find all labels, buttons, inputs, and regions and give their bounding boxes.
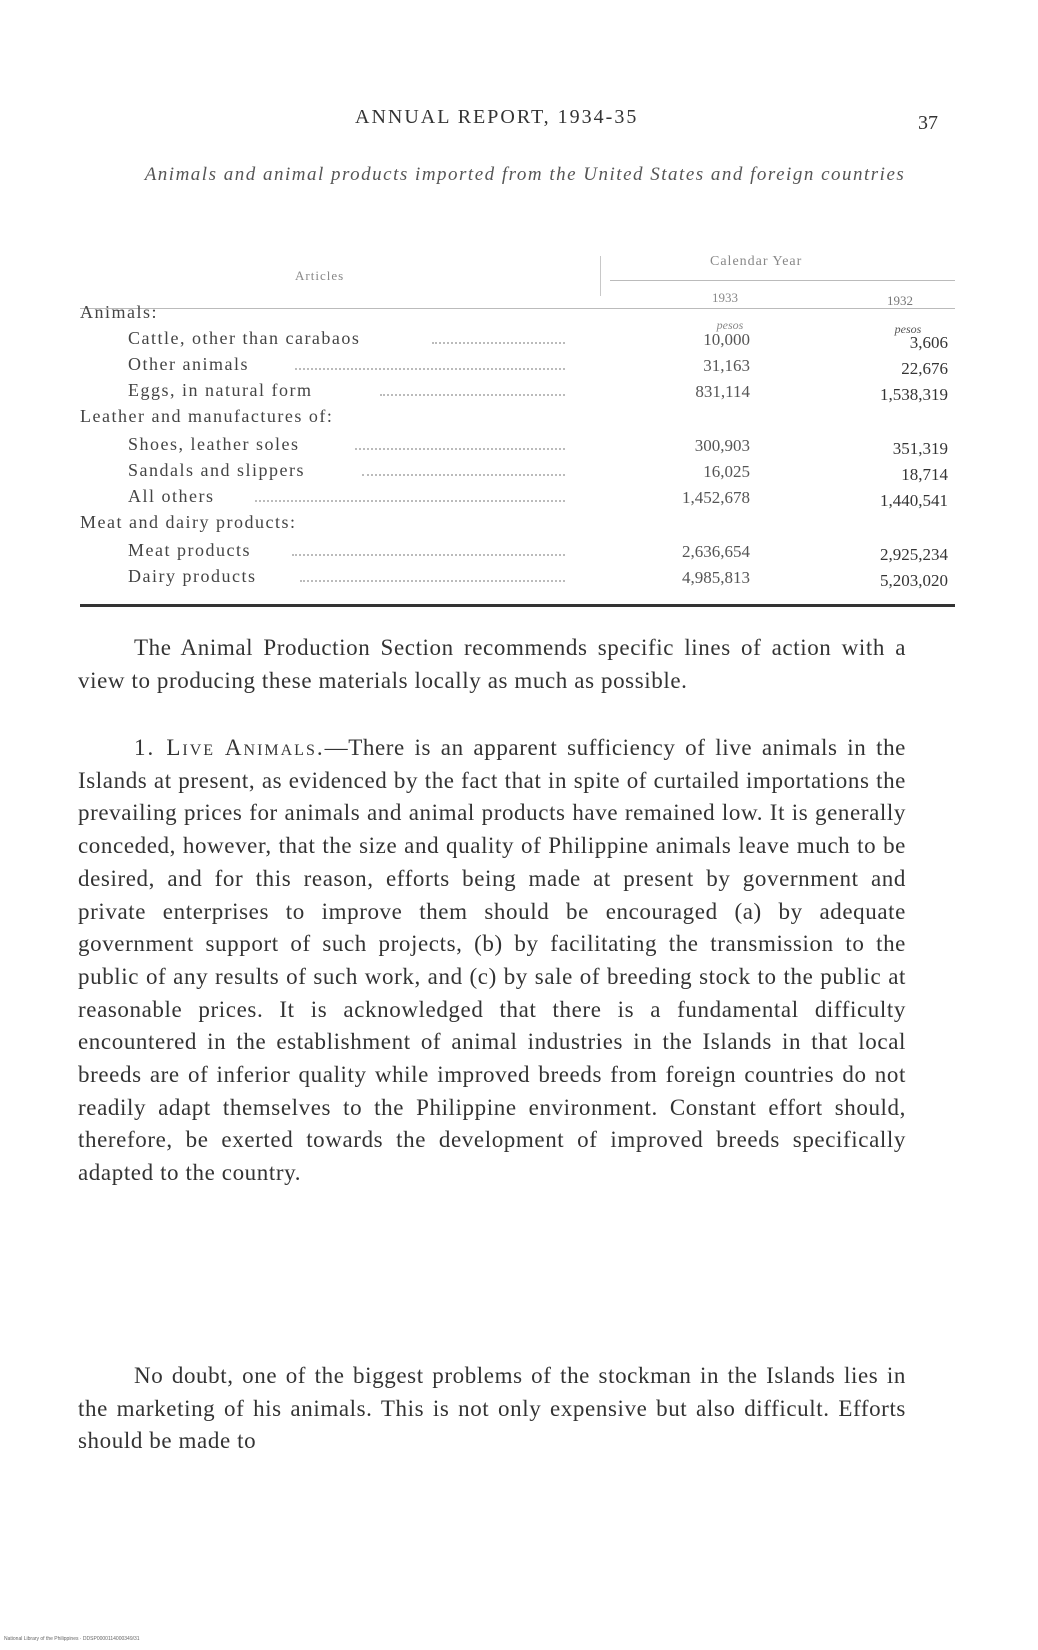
value-1932: 1,440,541 bbox=[880, 491, 948, 510]
column-divider bbox=[600, 256, 601, 296]
table-caption: Animals and animal products imported from the United States and foreign countries bbox=[144, 164, 906, 185]
dot-leader bbox=[300, 578, 565, 582]
value-1932: 22,676 bbox=[901, 359, 948, 378]
paragraph-text: —There is an apparent sufficiency of live animals in the Islands at present, as evidenced by the fact that in spite of curtailed importations the prevailing prices for animals and animal products have remained low. It is generally conceded, however, that the size and quality of Philippine animals leave much to be desired, and for this reason, efforts being made at present by government and private enterprises to improve them should be encouraged (a) by adequate government support of such projects, (b) by facilitating the transmission to the public of any results of such work, and (c) by sale of breeding stock to the public at reasonable prices. It is acknowledged that there is a fundamental difficulty encountered in the establishment of animal industries in the Islands in that local breeds are of inferior quality while improved breeds from foreign countries do not readily adapt themselves to the Philippine environment. Constant effort should, therefore, be exerted towards the development of improved breeds specifically adapted to the country. bbox=[78, 735, 906, 1186]
table-row bbox=[80, 302, 955, 328]
dot-leader bbox=[255, 498, 565, 502]
value-1932: 1,538,319 bbox=[880, 385, 948, 404]
table-row bbox=[80, 380, 955, 406]
page-header bbox=[0, 106, 1038, 136]
running-title: ANNUAL REPORT, 1934-35 bbox=[355, 106, 639, 128]
unit-label-1932: pesos bbox=[894, 322, 922, 336]
table-row bbox=[80, 328, 955, 354]
paragraph-text: The Animal Production Section recommends specific lines of action with a view to producing these materials locally as much as possible. bbox=[78, 635, 906, 693]
value-1932: 5,203,020 bbox=[880, 571, 948, 590]
paragraph-recommendations bbox=[78, 632, 906, 697]
dot-leader bbox=[355, 446, 565, 450]
table-row bbox=[80, 540, 955, 566]
dot-leader bbox=[292, 552, 565, 556]
value-1932: 351,319 bbox=[892, 439, 948, 458]
row-label: Shoes, leather soles bbox=[128, 434, 300, 454]
paragraph-live-animals bbox=[78, 732, 906, 1190]
table-row bbox=[80, 406, 955, 432]
table-row bbox=[80, 460, 955, 486]
dot-leader bbox=[380, 392, 565, 396]
table-row bbox=[80, 354, 955, 380]
paragraph-marketing bbox=[78, 1360, 906, 1458]
paragraph-text: No doubt, one of the biggest problems of the stockman in the Islands lies in the marketing of his animals. This is not only expensive but also difficult. Efforts should be made to bbox=[78, 1363, 906, 1454]
dot-leader bbox=[362, 472, 565, 476]
value-1933: 300,903 bbox=[694, 436, 750, 455]
value-1933: 31,163 bbox=[703, 356, 750, 375]
table-row bbox=[80, 434, 955, 460]
dot-leader bbox=[432, 340, 565, 344]
row-label: Other animals bbox=[128, 354, 249, 374]
dot-leader bbox=[295, 366, 565, 370]
table-bottom-rule bbox=[80, 604, 955, 607]
column-header-calendar-year: Calendar Year bbox=[710, 254, 803, 269]
value-1932: 2,925,234 bbox=[880, 545, 948, 564]
page-number: 37 bbox=[918, 112, 938, 134]
column-header-1933: 1933 bbox=[712, 290, 738, 305]
value-1933: 1,452,678 bbox=[682, 488, 750, 507]
table-row bbox=[80, 512, 955, 538]
row-label: Leather and manufactures of: bbox=[80, 406, 334, 426]
value-1932: 3,606 bbox=[909, 333, 948, 352]
value-1932: 18,714 bbox=[901, 465, 948, 484]
header-rule bbox=[610, 280, 955, 281]
row-label: Eggs, in natural form bbox=[128, 380, 313, 400]
value-1933: 831,114 bbox=[695, 382, 750, 401]
row-label: Cattle, other than carabaos bbox=[128, 328, 361, 348]
unit-label-1933: pesos bbox=[716, 318, 744, 332]
column-header-articles: Articles bbox=[295, 268, 345, 283]
row-label: Dairy products bbox=[128, 566, 257, 586]
table-row bbox=[80, 566, 955, 592]
row-label: Animals: bbox=[80, 302, 158, 322]
value-1933: 10,000 bbox=[703, 330, 750, 349]
import-table bbox=[80, 248, 955, 648]
column-header-1932: 1932 bbox=[887, 293, 913, 308]
table-row bbox=[80, 486, 955, 512]
row-label: Meat products bbox=[128, 540, 251, 560]
row-label: All others bbox=[128, 486, 215, 506]
value-1933: 4,985,813 bbox=[682, 568, 750, 587]
value-1933: 2,636,654 bbox=[682, 542, 750, 561]
section-heading-live-animals: 1. Live Animals. bbox=[134, 735, 325, 760]
row-label: Meat and dairy products: bbox=[80, 512, 297, 532]
row-label: Sandals and slippers bbox=[128, 460, 305, 480]
value-1933: 16,025 bbox=[703, 462, 750, 481]
archive-footer-note: National Library of the Philippines · DDSP0000114000349/31 bbox=[4, 1636, 140, 1642]
